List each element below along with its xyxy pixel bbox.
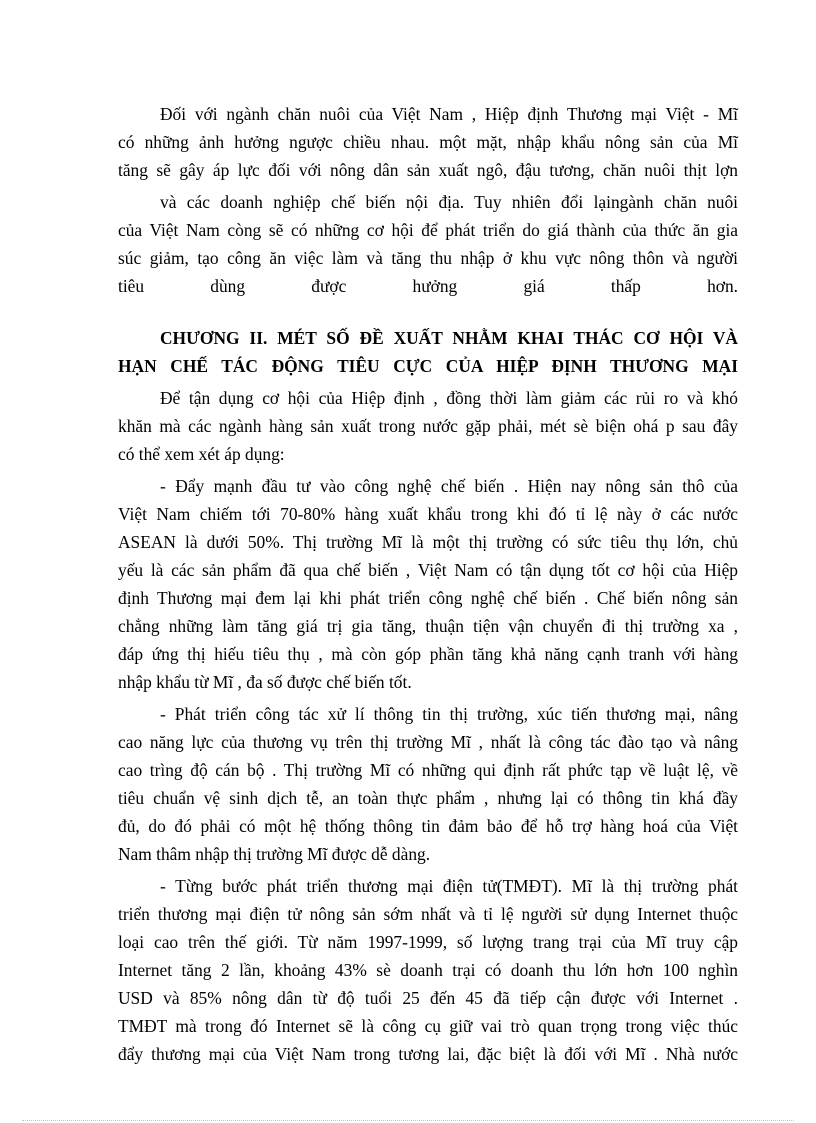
intro-line-1: Đối với ngành chăn nuôi của Việt Nam , Hiệp định Thương mại Việt - Mĩ <box>160 104 738 124</box>
processing-line-7: đáp ứng thị hiếu tiêu thụ , mà còn góp phần tăng khả năng cạnh tranh với hàng <box>118 644 738 664</box>
ecommerce-line-2: triển thương mại điện tử nông sản sớm nhất và tỉ lệ người sử dụng Internet thuộc <box>118 904 738 924</box>
ecommerce-line-7: đẩy thương mại của Việt Nam trong tương lai, đặc biệt là đối với Mĩ . Nhà nước <box>118 1044 738 1064</box>
ecommerce-line-3: loại cao trên thế giới. Từ năm 1997-1999, số lượng trang trại của Mĩ truy cập <box>118 932 738 952</box>
processing-line-4: yếu là các sản phẩm đã qua chế biến , Việt Nam có tận dụng tốt cơ hội của Hiệp <box>118 560 738 580</box>
market-info-line-5: đủ, do đó phải có một hệ thống thông tin đảm bảo để hỗ trợ hàng hoá của Việt <box>118 816 738 836</box>
intro-line-6: súc giảm, tạo công ăn việc làm và tăng thu nhập ở khu vực nông thôn và người <box>118 248 738 268</box>
processing-line-2: Việt Nam chiếm tới 70-80% hàng xuất khẩu trong khi đó tỉ lệ này ở các nước <box>118 504 738 524</box>
ecommerce-line-4: Internet tăng 2 lần, khoảng 43% sè doanh trại có doanh thu lớn hơn 100 nghìn <box>118 960 738 980</box>
solutions-intro-line-1: Để tận dụng cơ hội của Hiệp định , đồng thời làm giảm các rủi ro và khó <box>160 388 738 408</box>
solutions-intro-line-2: khăn mà các ngành hàng sản xuất trong nước gặp phải, mét sè biện ohá p sau đây <box>118 416 738 436</box>
market-info-line-4: tiêu chuẩn vệ sinh dịch tễ, an toàn thực phẩm , nhưng lại có thông tin khá đầy <box>118 788 738 808</box>
intro-line-2: có những ảnh hưởng ngược chiều nhau. một mặt, nhập khẩu nông sản của Mĩ <box>118 132 738 152</box>
ecommerce-line-6: TMĐT mà trong đó Internet sẽ là công cụ giữ vai trò quan trọng trong việc thúc <box>118 1016 738 1036</box>
processing-line-8: nhập khẩu từ Mĩ , đa số được chế biến tốt. <box>118 672 412 692</box>
processing-line-5: định Thương mại đem lại khi phát triển công nghệ chế biến . Chế biến nông sản <box>118 588 738 608</box>
intro-line-5: của Việt Nam còng sẽ có những cơ hội để phát triển do giá thành của thức ăn gia <box>118 220 738 240</box>
chapter-heading-line-1: CHƯƠNG II. MÉT SỐ ĐỀ XUẤT NHẰM KHAI THÁC CƠ HỘI VÀ <box>160 328 738 348</box>
page-bottom-rule <box>22 1120 794 1121</box>
market-info-line-6: Nam thâm nhập thị trường Mĩ được dễ dàng. <box>118 844 431 864</box>
intro-line-7: tiêu dùng được hưởng giá thấp hơn. <box>118 276 738 296</box>
ecommerce-line-5: USD và 85% nông dân từ độ tuổi 25 đến 45 đã tiếp cận được với Internet . <box>118 988 738 1008</box>
processing-line-3: ASEAN là dưới 50%. Thị trường Mĩ là một thị trường có sức tiêu thụ lớn, chủ <box>118 532 738 552</box>
intro-line-3: tăng sẽ gây áp lực đối với nông dân sản xuất ngô, đậu tương, chăn nuôi thịt lợn <box>118 160 738 180</box>
market-info-line-3: cao trìng độ cán bộ . Thị trường Mĩ có những qui định rất phức tạp về luật lệ, về <box>118 760 738 780</box>
processing-line-6: chẳng những làm tăng giá trị gia tăng, thuận tiện vận chuyển đi thị trường xa , <box>118 616 738 636</box>
chapter-heading-line-2: HẠN CHẾ TÁC ĐỘNG TIÊU CỰC CỦA HIỆP ĐỊNH THƯƠNG MẠI <box>118 356 738 376</box>
intro-line-4: và các doanh nghiệp chế biến nội địa. Tuy nhiên đổi lạingành chăn nuôi <box>160 192 738 212</box>
ecommerce-line-1: - Từng bước phát triển thương mại điện tử(TMĐT). Mĩ là thị trường phát <box>160 876 738 896</box>
processing-line-1: - Đẩy mạnh đầu tư vào công nghệ chế biến . Hiện nay nông sản thô của <box>160 476 738 496</box>
market-info-line-1: - Phát triển công tác xử lí thông tin thị trường, xúc tiến thương mại, nâng <box>160 704 738 724</box>
market-info-line-2: cao năng lực của thương vụ trên thị trường Mĩ , nhất là công tác đào tạo và nâng <box>118 732 738 752</box>
solutions-intro-line-3: có thể xem xét áp dụng: <box>118 444 285 464</box>
